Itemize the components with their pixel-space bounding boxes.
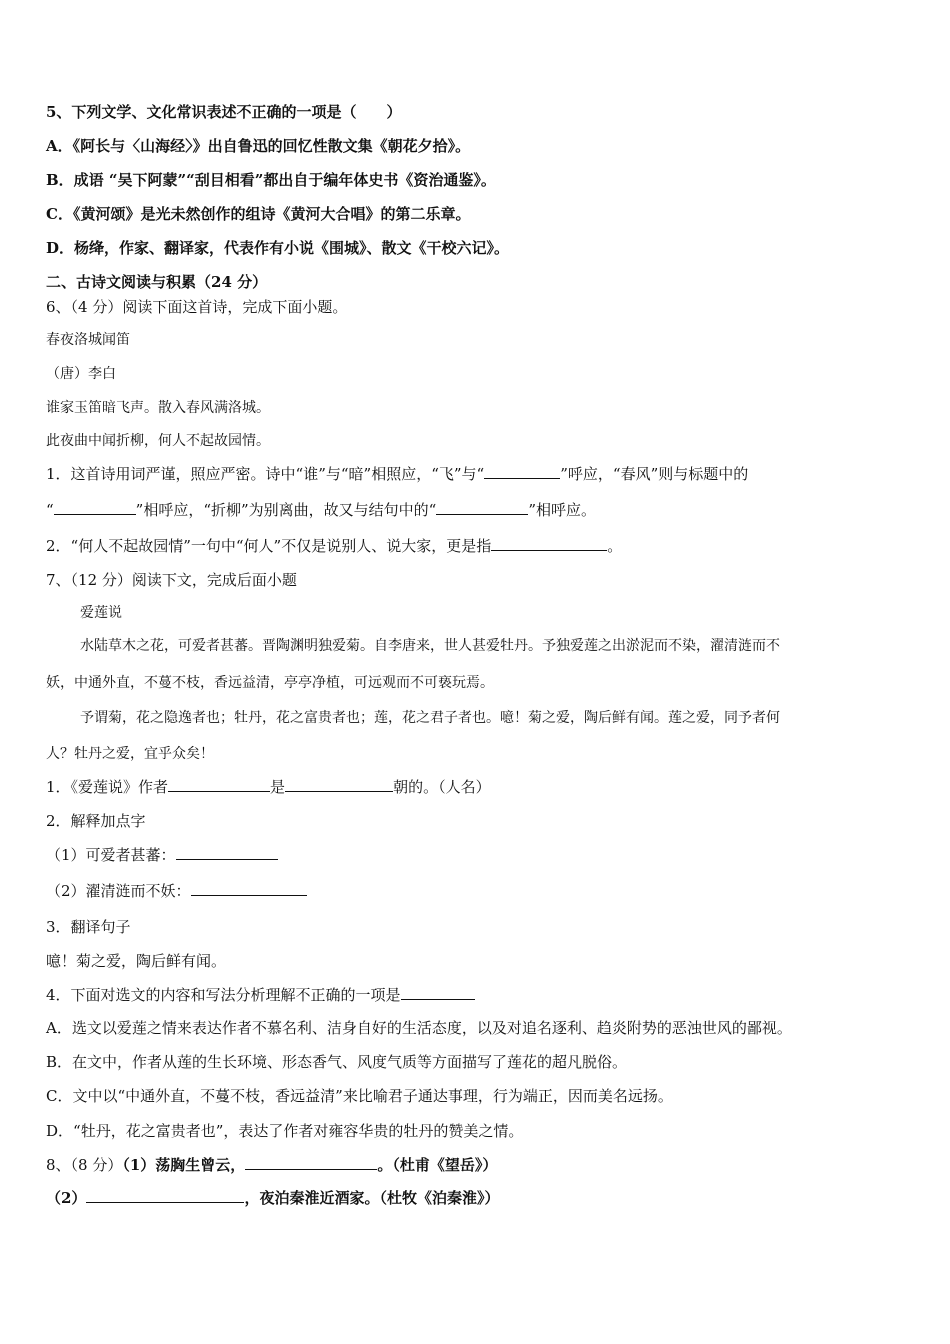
q7-sub2-item1 (46, 845, 278, 865)
q6-stem: 6、（4 分）阅读下面这首诗，完成下面小题。 (46, 298, 348, 316)
q5-stem: 5、下列文学、文化常识表述不正确的一项是（ ） (46, 103, 402, 121)
q6-sub2-text-a: 2．“何人不起故园情”一句中“何人”不仅是说别人、说大家，更是指 (46, 537, 492, 555)
q8-l2-text-b: ，夜泊秦淮近酒家。（杜牧《泊秦淮》） (244, 1189, 500, 1207)
q8-l2-text-a: （2） (46, 1189, 87, 1207)
q6-sub1-text-b: ”呼应，“春风”则与标题中的 (560, 465, 749, 483)
q7-option-a: A．选文以爱莲之情来表达作者不慕名利、洁身自好的生活态度，以及对追名逐利、趋炎附势的恶浊世风的鄙视。 (46, 1019, 792, 1037)
q7-option-b: B．在文中，作者从莲的生长环境、形态香气、风度气质等方面描写了莲花的超凡脱俗。 (46, 1053, 628, 1071)
q7-stem: 7、（12 分）阅读下文，完成后面小题 (46, 571, 297, 589)
q6-sub1-line2 (46, 500, 596, 520)
answer-blank[interactable] (491, 536, 607, 551)
poem-line-2: 此夜曲中闻折柳，何人不起故园情。 (46, 433, 270, 449)
answer-blank[interactable] (86, 1188, 244, 1203)
q5-option-a: A．《阿长与〈山海经〉》出自鲁迅的回忆性散文集《朝花夕拾》。 (46, 137, 471, 155)
answer-blank[interactable] (401, 985, 475, 1000)
q8-line2 (46, 1188, 499, 1208)
passage-p2-line1: 予谓菊，花之隐逸者也；牡丹，花之富贵者也；莲，花之君子者也。噫！菊之爱，陶后鲜有闻。莲之爱，同予者何 (80, 710, 780, 726)
answer-blank[interactable] (245, 1155, 377, 1170)
q6-sub1-text-a: 1．这首诗用词严谨，照应严密。诗中“谁”与“暗”相照应，“飞”与“ (46, 465, 485, 483)
answer-blank[interactable] (436, 500, 528, 515)
poem-line-1: 谁家玉笛暗飞声。散入春风满洛城。 (46, 400, 270, 416)
q7-sub4-text: 4．下面对选文的内容和写法分析理解不正确的一项是 (46, 986, 401, 1004)
passage-p1-line1: 水陆草木之花，可爱者甚蕃。晋陶渊明独爱菊。自李唐来，世人甚爱牡丹。予独爱莲之出淤泥而不染，濯清涟而不 (80, 638, 780, 654)
q8-l1-text-b: 。（杜甫《望岳》） (377, 1156, 498, 1174)
q5-option-d: D．杨绛，作家、翻译家，代表作有小说《围城》、散文《干校六记》。 (46, 239, 510, 257)
answer-blank[interactable] (191, 881, 307, 896)
q7-sub1 (46, 777, 491, 797)
passage-p2-line2: 人？牡丹之爱，宜乎众矣！ (46, 746, 214, 762)
q7-sub1-text-c: 朝的。（人名） (393, 778, 491, 796)
q6-sub2 (46, 536, 622, 556)
answer-blank[interactable] (285, 777, 393, 792)
passage-p1-line2: 妖，中通外直，不蔓不枝，香远益清，亭亭净植，可远观而不可亵玩焉。 (46, 675, 494, 691)
q7-sub1-text-b: 是 (270, 778, 286, 796)
q7-sub3: 3．翻译句子 (46, 918, 131, 936)
q7-sub2-item1-text: （1）可爱者甚蕃： (46, 846, 176, 864)
q8-line1 (46, 1155, 497, 1175)
q7-option-c: C．文中以“中通外直，不蔓不枝，香远益清”来比喻君子通达事理，行为端正，因而美名远扬。 (46, 1087, 673, 1105)
answer-blank[interactable] (484, 464, 560, 479)
q5-option-b: B．成语 “吴下阿蒙”“刮目相看”都出自于编年体史书《资治通鉴》。 (46, 171, 496, 189)
q7-sub2: 2．解释加点字 (46, 812, 146, 830)
section-heading: 二、古诗文阅读与积累（24 分） (46, 273, 268, 291)
answer-blank[interactable] (54, 500, 136, 515)
q7-sub2-item2 (46, 881, 307, 901)
poem-author: （唐）李白 (46, 366, 116, 382)
q7-sub1-text-a: 1．《爱莲说》作者 (46, 778, 169, 796)
q6-sub1-text-c: “ (46, 501, 54, 519)
answer-blank[interactable] (176, 845, 278, 860)
q7-sub4 (46, 985, 475, 1005)
q6-sub1-line1 (46, 464, 748, 484)
q7-option-d: D．“牡丹，花之富贵者也”，表达了作者对雍容华贵的牡丹的赞美之情。 (46, 1122, 524, 1140)
answer-blank[interactable] (168, 777, 270, 792)
passage-title: 爱莲说 (80, 605, 122, 621)
q8-l1-text-a: （1）荡胸生曾云， (122, 1156, 246, 1174)
q8-lead: 8、（8 分） (46, 1156, 123, 1174)
poem-title: 春夜洛城闻笛 (46, 332, 130, 348)
q6-sub2-text-b: 。 (607, 537, 623, 555)
q7-sub2-item2-text: （2）濯清涟而不妖： (46, 882, 191, 900)
q5-option-c: C．《黄河颂》是光未然创作的组诗《黄河大合唱》的第二乐章。 (46, 205, 471, 223)
q6-sub1-text-d: ”相呼应，“折柳”为别离曲，故又与结句中的“ (135, 501, 437, 519)
q7-sub3-sentence: 噫！菊之爱，陶后鲜有闻。 (46, 952, 227, 970)
q6-sub1-text-e: ”相呼应。 (528, 501, 597, 519)
